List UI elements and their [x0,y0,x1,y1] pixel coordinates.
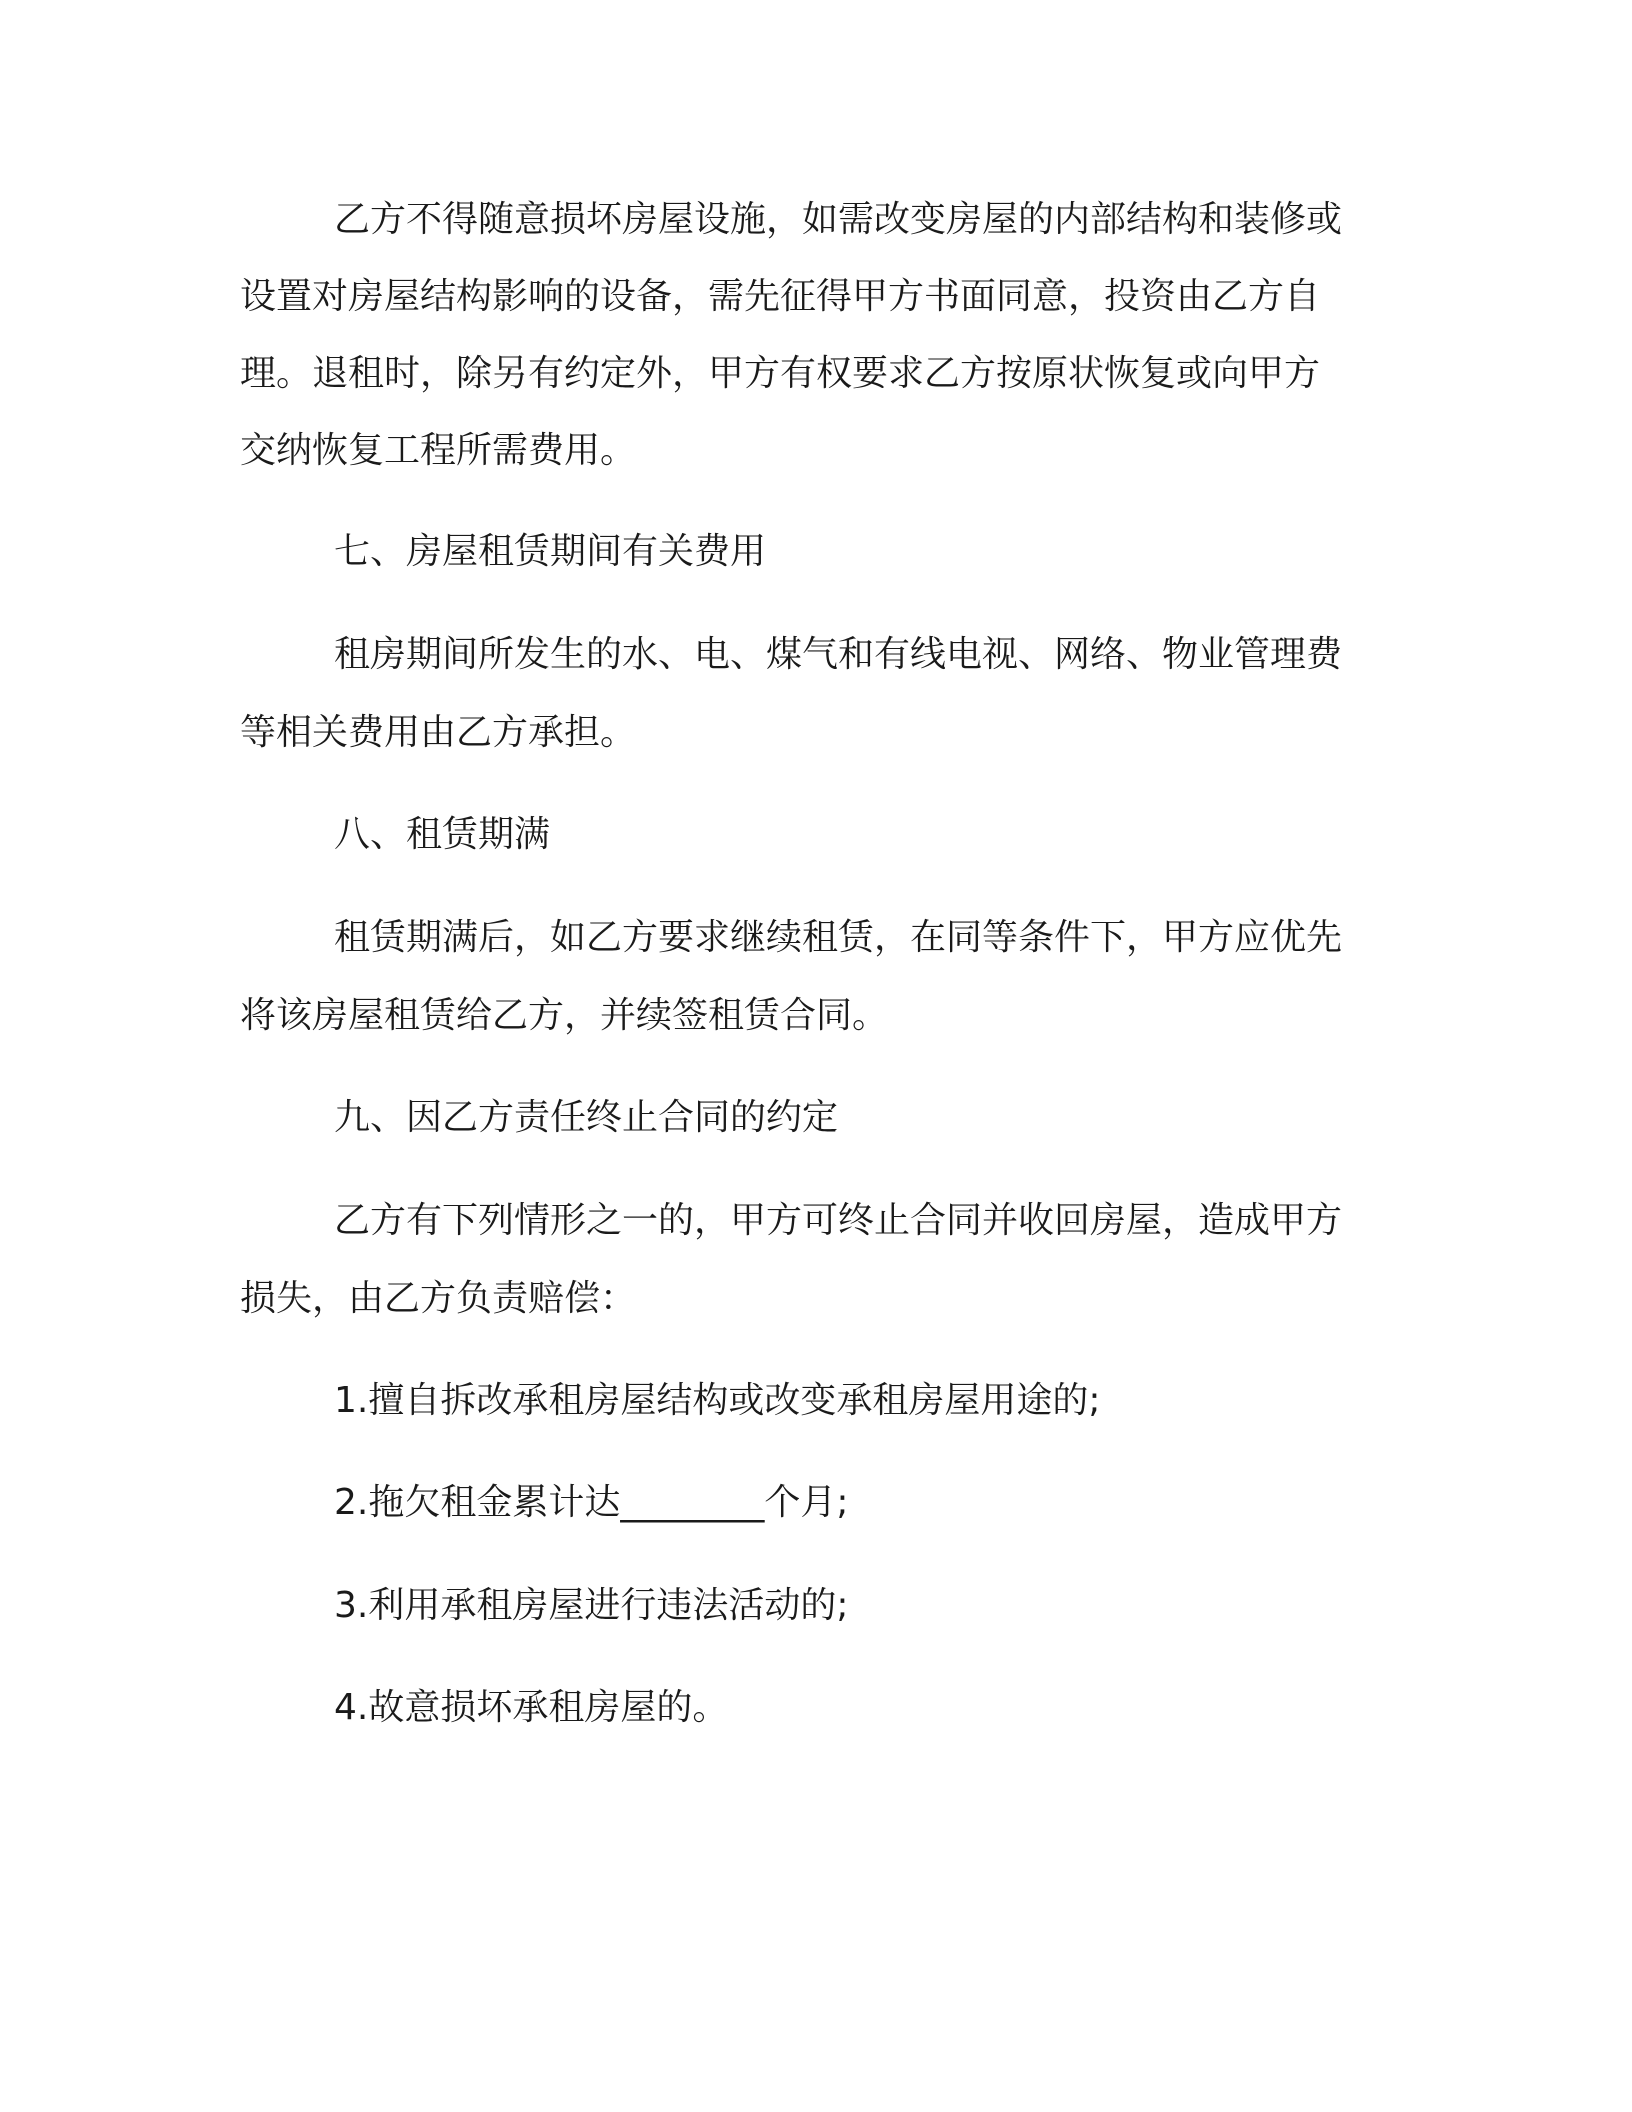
clause-6-body-line-3: 理。退租时，除另有约定外，甲方有权要求乙方按原状恢复或向甲方 [240,353,1321,394]
clause-9-item-4: 4.故意损坏承租房屋的。 [334,1687,729,1728]
clause-7-body-line-2: 等相关费用由乙方承担。 [240,712,637,753]
clause-9-heading: 九、因乙方责任终止合同的约定 [334,1097,839,1138]
clause-9-body-line-1: 乙方有下列情形之一的，甲方可终止合同并收回房屋，造成甲方 [334,1200,1343,1241]
clause-6-body-line-2: 设置对房屋结构影响的设备，需先征得甲方书面同意，投资由乙方自 [240,276,1321,317]
clause-7-heading: 七、房屋租赁期间有关费用 [334,531,767,572]
clause-9-item-1: 1.擅自拆改承租房屋结构或改变承租房屋用途的; [334,1380,1101,1421]
clause-7-body-line-1: 租房期间所发生的水、电、煤气和有线电视、网络、物业管理费 [334,634,1343,675]
clause-6-body-line-1: 乙方不得随意损坏房屋设施，如需改变房屋的内部结构和装修或 [334,199,1343,240]
clause-9-body-line-2: 损失，由乙方负责赔偿： [240,1278,637,1319]
clause-8-body-line-1: 租赁期满后，如乙方要求继续租赁，在同等条件下，甲方应优先 [334,917,1343,958]
clause-6-body-line-4: 交纳恢复工程所需费用。 [240,430,637,471]
clause-8-body-line-2: 将该房屋租赁给乙方，并续签租赁合同。 [240,995,889,1036]
clause-9-item-3: 3.利用承租房屋进行违法活动的; [334,1585,849,1626]
clause-8-heading: 八、租赁期满 [334,814,551,855]
clause-9-item-2: 2.拖欠租金累计达________个月; [334,1482,849,1523]
